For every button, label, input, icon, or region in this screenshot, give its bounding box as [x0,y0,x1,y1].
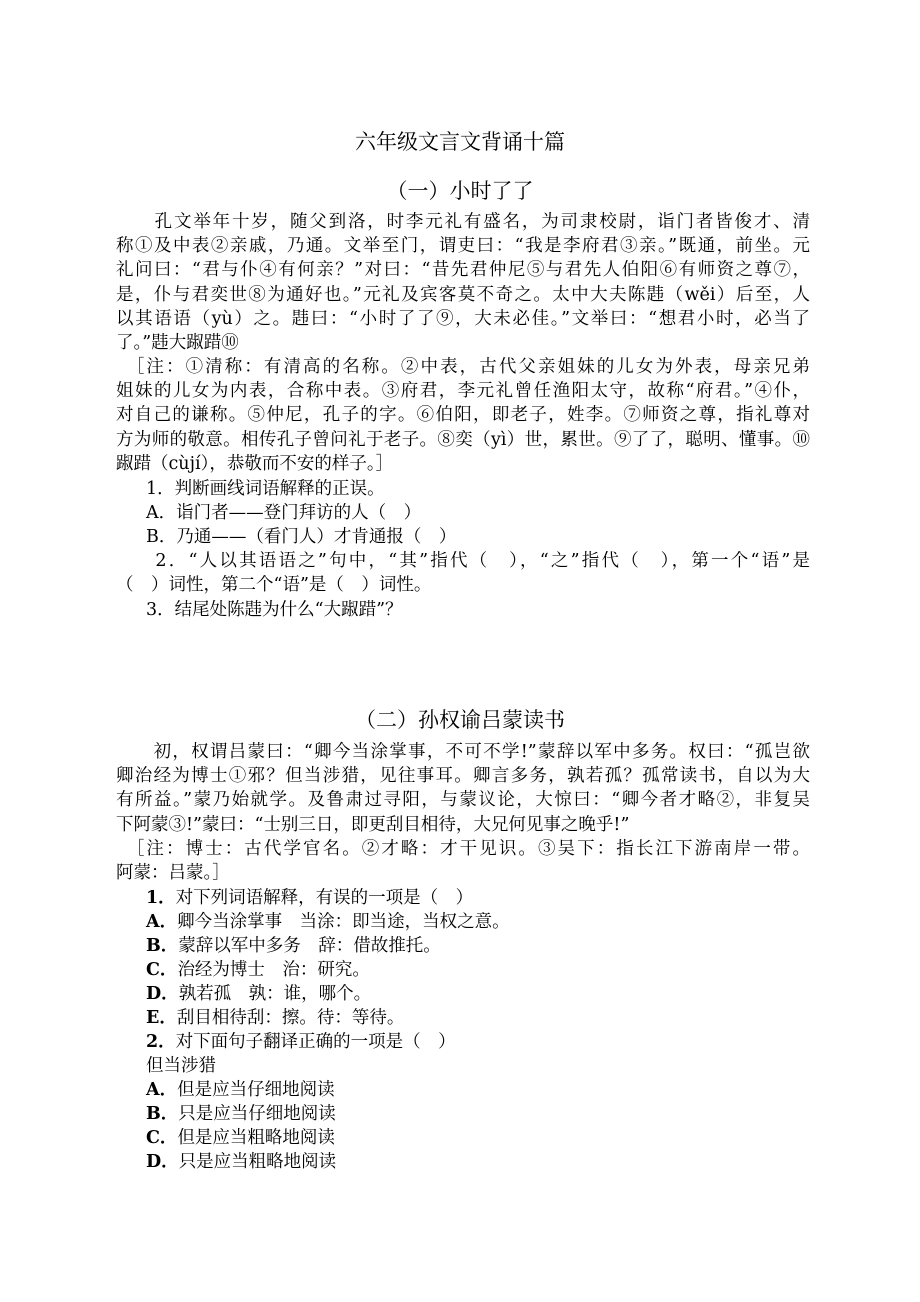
passage-line: 是，仆与君奕世⑧为通好也。”元礼及宾客莫不奇之。太中大夫陈韪（wěi）后至，人 [116,284,810,305]
note-line: 方为师的敬意。相传孔子曾问礼于老子。⑧奕（yì）世，累世。⑨了了，聪明、懂事。⑩ [116,429,810,450]
section1-passage [116,210,810,355]
option-label: B． [146,936,179,956]
s2-q1-option-c [146,958,370,982]
s2-q2-option-a [146,1078,335,1102]
passage-line: 下阿蒙③!”蒙曰：“士别三日，即更刮目相待，大兄何见事之晚乎!” [116,814,630,835]
note-line: ［注：博士：古代学官名。②才略：才干见识。③吴下：指长江下游南岸一带。 [116,839,810,859]
option-text: 但是应当仔细地阅读 [177,1080,335,1100]
passage-line: 以其语语（yù）之。韪曰：“小时了了⑨，大未必佳。”文举曰：“想君小时，必当了 [116,308,810,329]
s2-q2-option-d [146,1150,336,1174]
s2-q1-option-e [146,1006,404,1030]
s1-question-1b: B．乃通——（看门人）才肯通报（ ） [146,527,457,547]
section2-passage [116,740,810,837]
s1-question-2 [116,549,810,597]
option-label: B． [146,1104,179,1124]
passage-line: 礼问曰：“君与仆④有何亲？”对曰：“昔先君仲尼⑤与君先人伯阳⑥有师资之尊⑦， [116,260,810,281]
note-line: 姐妹的儿女为内表，合称中表。③府君，李元礼曾任渔阳太守，故称“府君。”④仆， [116,381,810,402]
s2-q1-option-b [146,934,441,958]
option-text: 刮目相待刮：擦。待：等待。 [176,1008,405,1028]
s1-question-1: 1．判断画线词语解释的正误。 [146,479,385,499]
note-line: 阿蒙：吕蒙。］ [116,863,230,884]
option-text: 孰若孤 孰：谁，哪个。 [178,984,372,1004]
option-label: D． [146,1152,179,1172]
question-line: 2．“人以其语语之”句中，“其”指代（ ），“之”指代（ ），第一个“语”是 [116,551,810,571]
option-text: 只是应当粗略地阅读 [178,1152,337,1172]
passage-line: 卿治经为博士①邪？但当涉猎，见往事耳。卿言多务，孰若孤？孤常读书，自以为大 [116,766,810,787]
passage-line: 孔文举年十岁，随父到洛，时李元礼有盛名，为司隶校尉，诣门者皆俊才、清 [116,212,810,232]
s2-q2-option-c [146,1126,335,1150]
option-text: 但是应当粗略地阅读 [177,1128,335,1148]
option-label: A． [146,1080,178,1100]
passage-line: 称①及中表②亲戚，乃通。文举至门，谓吏曰：“我是李府君③亲。”既通，前坐。元 [116,236,810,257]
s2-q1-option-d [146,982,371,1006]
option-text: 卿今当涂掌事 当涂：即当途，当权之意。 [177,912,510,932]
question-text: 对下列词语解释，有误的一项是（ ） [175,888,474,908]
option-label: C． [146,1128,178,1148]
s1-question-3: 3．结尾处陈韪为什么“大踧踖”？ [146,600,403,620]
s2-q1-option-a [146,910,510,934]
document-title: 六年级文言文背诵十篇 [355,130,565,154]
option-label: C． [146,960,178,980]
option-text: 只是应当仔细地阅读 [178,1104,336,1124]
note-line: ［注：①清称：有清高的名称。②中表，古代父亲姐妹的儿女为外表，母亲兄弟 [116,357,810,377]
option-label: E． [146,1008,177,1028]
s2-question-1 [146,886,473,910]
s1-question-1a: A．诣门者——登门拜访的人（ ） [146,503,422,523]
passage-line: 有所益。”蒙乃始就学。及鲁肃过寻阳，与蒙议论，大惊曰：“卿今者才略②，非复吴 [116,790,810,811]
option-text: 治经为博士 治：研究。 [177,960,370,980]
section1-title: （一）小时了了 [386,179,534,203]
question-number: 1． [146,888,176,908]
section1-notes [116,355,810,476]
section2-title: （二）孙权谕吕蒙读书 [355,708,565,732]
note-line: 对自己的谦称。⑤仲尼，孔子的字。⑥伯阳，即老子，姓李。⑦师资之尊，指礼尊对 [116,405,810,426]
note-line: 踧踖（cùjí），恭敬而不安的样子。］ [116,453,394,474]
s2-q2-sentence: 但当涉猎 [146,1056,216,1076]
question-number: 2． [146,1032,176,1052]
section2-notes [116,837,810,885]
question-line: （ ）词性，第二个“语”是（ ）词性。 [116,575,432,596]
option-text: 蒙辞以军中多务 辞：借故推托。 [178,936,441,956]
passage-line: 初，权谓吕蒙曰：“卿今当涂掌事，不可不学!”蒙辞以军中多务。权曰：“孤岂欲 [116,742,810,762]
question-text: 对下面句子翻译正确的一项是（ ） [175,1032,456,1052]
option-label: D． [146,984,179,1004]
option-label: A． [146,912,178,932]
s2-q2-option-b [146,1102,336,1126]
s2-question-2 [146,1030,456,1054]
passage-line: 了。”韪大踧踖⑩ [116,333,239,354]
